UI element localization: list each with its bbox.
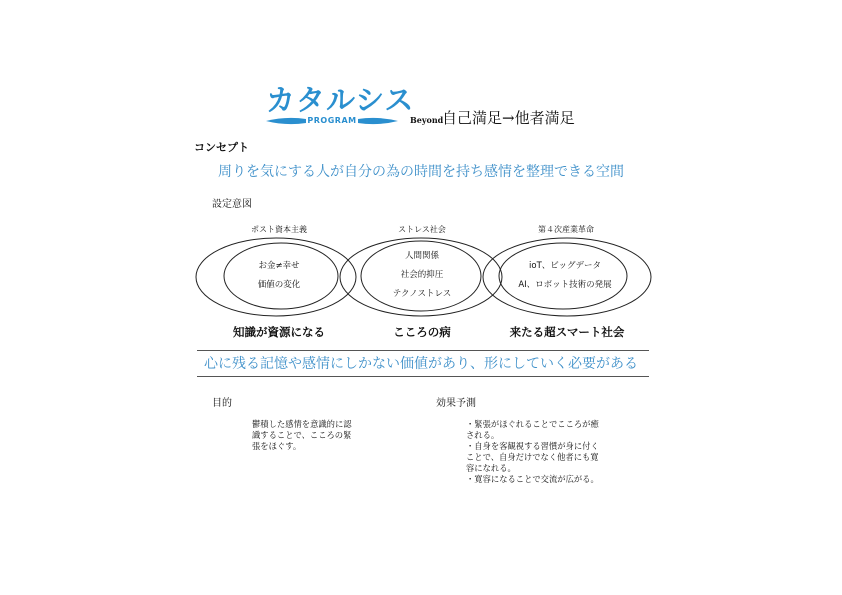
circle-left-inner <box>224 243 338 309</box>
circle-right-line-2: AI、ロボット技術の発展 <box>518 280 612 290</box>
message-rule-top <box>197 350 649 351</box>
circle-right-line-1: ioT、ビッグデータ <box>529 261 601 271</box>
effect-line-2: される。 <box>466 430 500 440</box>
effect-line-4: ことで、自身だけでなく他者にも寛 <box>466 452 599 462</box>
concept-statement: 周りを気にする人が自分の為の時間を持ち感情を整理できる空間 <box>218 164 624 180</box>
circle-right-outer <box>483 238 651 316</box>
circle-right-conclusion: 来たる超スマート社会 <box>509 325 625 339</box>
circle-left-line-2: 価値の変化 <box>257 280 301 290</box>
circle-middle-label: ストレス社会 <box>398 225 446 234</box>
circle-middle-line-3: テクノストレス <box>392 289 452 299</box>
circle-left-label: ポスト資本主義 <box>251 225 307 234</box>
design-intent-heading: 設定意図 <box>212 199 252 210</box>
effect-line-3: ・自身を客観視する習慣が身に付く <box>466 441 599 451</box>
effect-line-1: ・緊張がほぐれることでこころが癒 <box>466 419 599 429</box>
effect-line-5: 容になれる。 <box>466 463 516 473</box>
purpose-heading: 目的 <box>212 398 232 409</box>
circle-left-line-1: お金≠幸せ <box>258 261 300 271</box>
effect-line-6: ・寛容になることで交流が広がる。 <box>466 474 599 484</box>
circle-middle-line-1: 人間関係 <box>404 251 440 261</box>
purpose-line-3: 張をほぐす。 <box>252 441 302 451</box>
beyond-phrase: 自己満足→他者満足 <box>442 109 575 127</box>
circle-left-outer <box>196 238 356 316</box>
circle-right-label: 第４次産業革命 <box>538 225 594 234</box>
key-message: 心に残る記憶や感情にしかない価値があり、形にしていく必要がある <box>204 356 638 372</box>
concept-heading: コンセプト <box>194 141 249 154</box>
purpose-line-1: 鬱積した感情を意識的に認 <box>252 419 352 429</box>
logo-title: カタルシス <box>266 83 415 117</box>
circle-right-inner <box>499 243 627 309</box>
circle-middle-line-2: 社会的抑圧 <box>400 270 444 280</box>
logo-subtitle: PROGRAM <box>307 116 357 125</box>
message-rule-bottom <box>197 376 649 377</box>
beyond-word: Beyond <box>410 115 444 125</box>
purpose-line-2: 識することで、こころの緊 <box>252 430 352 440</box>
effect-heading: 効果予測 <box>436 398 476 409</box>
circle-middle-conclusion: こころの病 <box>393 325 451 339</box>
circle-left-conclusion: 知識が資源になる <box>233 325 325 339</box>
